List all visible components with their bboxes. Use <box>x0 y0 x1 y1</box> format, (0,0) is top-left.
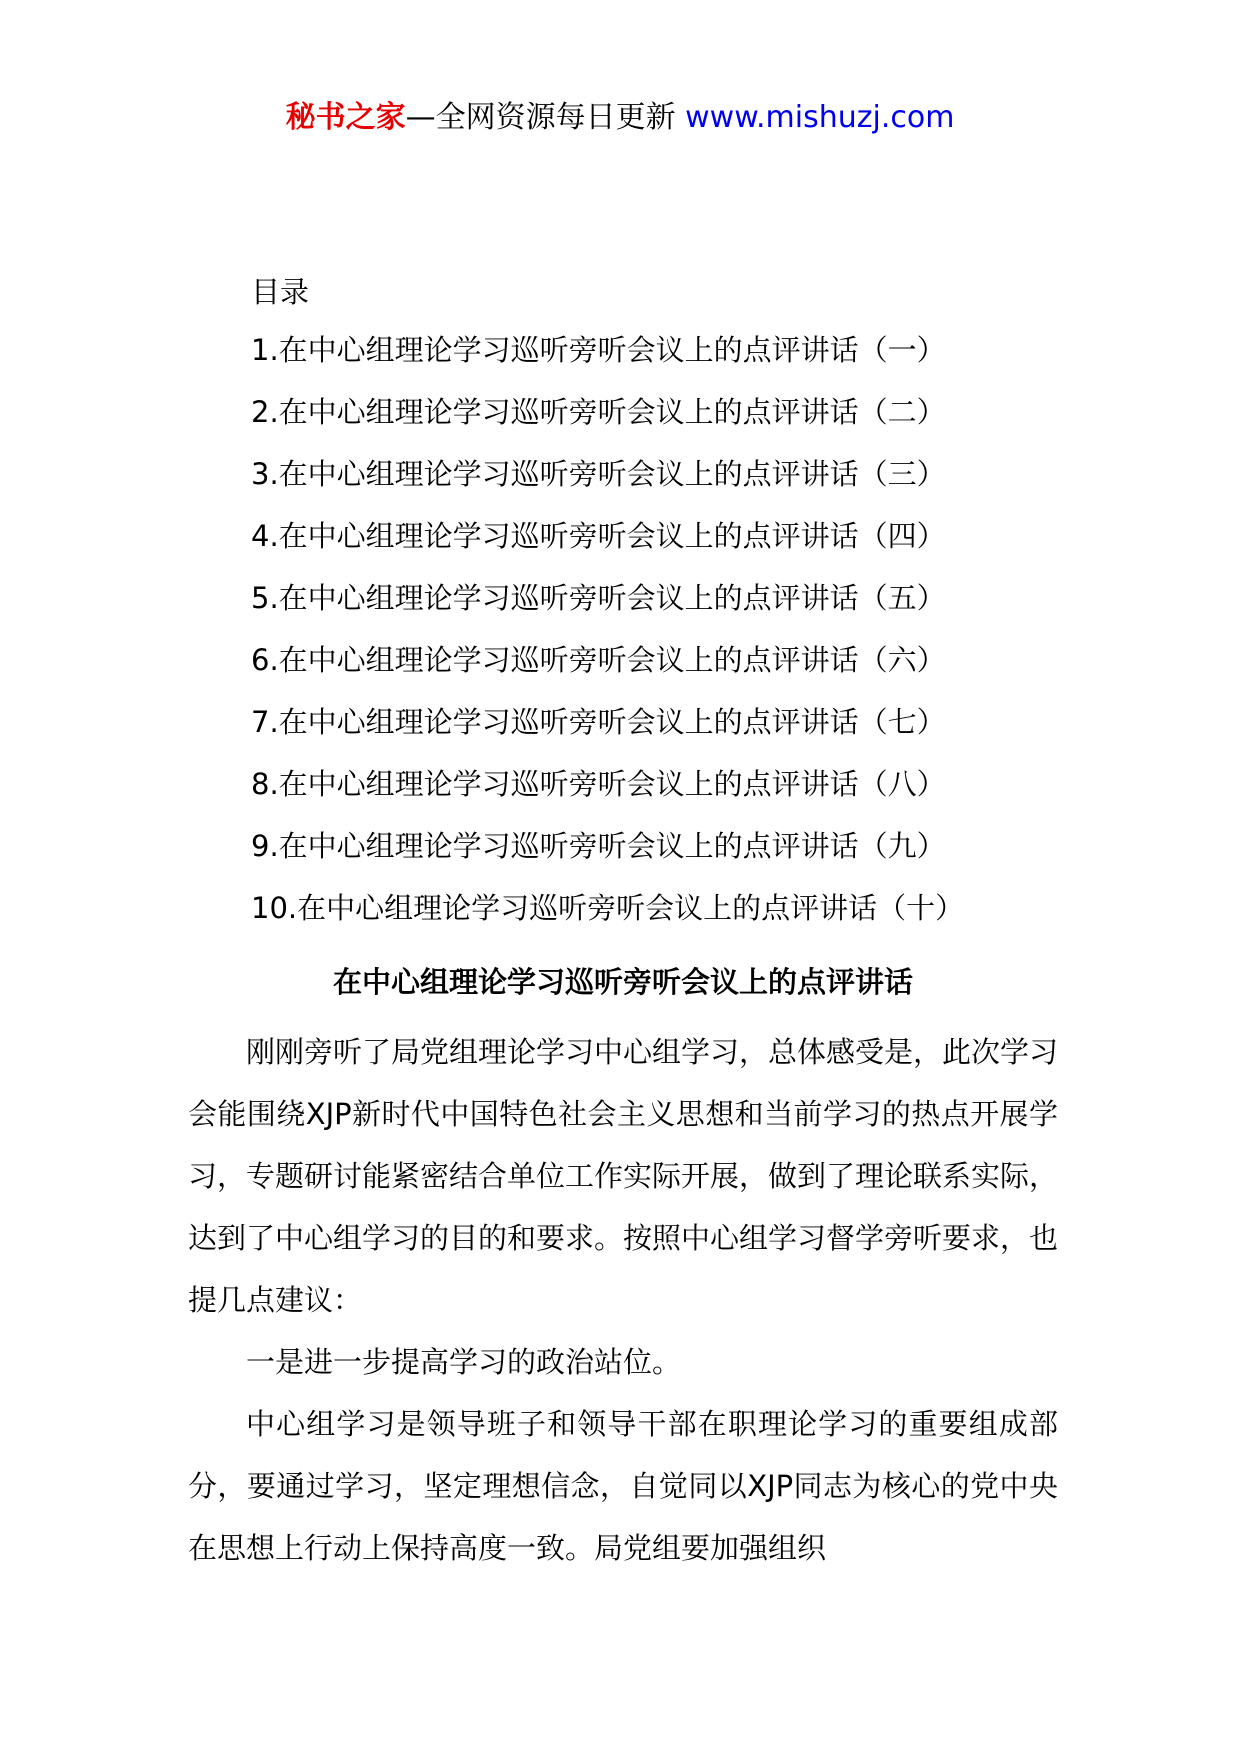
site-brand: 秘书之家 <box>285 100 406 135</box>
toc-item-5[interactable]: 5.在中心组理论学习巡听旁听会议上的点评讲话（五） <box>251 581 946 615</box>
toc-item-10[interactable]: 10.在中心组理论学习巡听旁听会议上的点评讲话（十） <box>251 891 965 925</box>
article-body <box>188 1021 1058 1579</box>
toc-item-4[interactable]: 4.在中心组理论学习巡听旁听会议上的点评讲话（四） <box>251 519 946 553</box>
site-url-link[interactable]: www.mishuzj.com <box>685 100 955 135</box>
toc-item-2[interactable]: 2.在中心组理论学习巡听旁听会议上的点评讲话（二） <box>251 395 946 429</box>
toc-title: 目录 <box>251 275 310 309</box>
site-tagline: —全网资源每日更新 <box>405 100 686 135</box>
toc-item-8[interactable]: 8.在中心组理论学习巡听旁听会议上的点评讲话（八） <box>251 767 946 801</box>
article-paragraph-1: 刚刚旁听了局党组理论学习中心组学习，总体感受是，此次学习会能围绕XJP新时代中国特色社会主义思想和当前学习的热点开展学习，专题研讨能紧密结合单位工作实际开展，做到了理论联系实际，达到了中心组学习的目的和要求。按照中心组学习督学旁听要求，也提几点建议： <box>188 1035 1059 1317</box>
article-paragraph-2: 一是进一步提高学习的政治站位。 <box>246 1345 682 1379</box>
table-of-contents <box>251 332 964 952</box>
site-header <box>0 98 1240 138</box>
toc-item-1[interactable]: 1.在中心组理论学习巡听旁听会议上的点评讲话（一） <box>251 333 946 367</box>
toc-item-3[interactable]: 3.在中心组理论学习巡听旁听会议上的点评讲话（三） <box>251 457 946 491</box>
toc-item-7[interactable]: 7.在中心组理论学习巡听旁听会议上的点评讲话（七） <box>251 705 946 739</box>
article-title: 在中心组理论学习巡听旁听会议上的点评讲话 <box>332 965 913 999</box>
article-paragraph-3: 中心组学习是领导班子和领导干部在职理论学习的重要组成部分，要通过学习，坚定理想信念，自觉同以XJP同志为核心的党中央在思想上行动上保持高度一致。局党组要加强组织 <box>188 1407 1058 1565</box>
toc-item-6[interactable]: 6.在中心组理论学习巡听旁听会议上的点评讲话（六） <box>251 643 946 677</box>
toc-item-9[interactable]: 9.在中心组理论学习巡听旁听会议上的点评讲话（九） <box>251 829 946 863</box>
